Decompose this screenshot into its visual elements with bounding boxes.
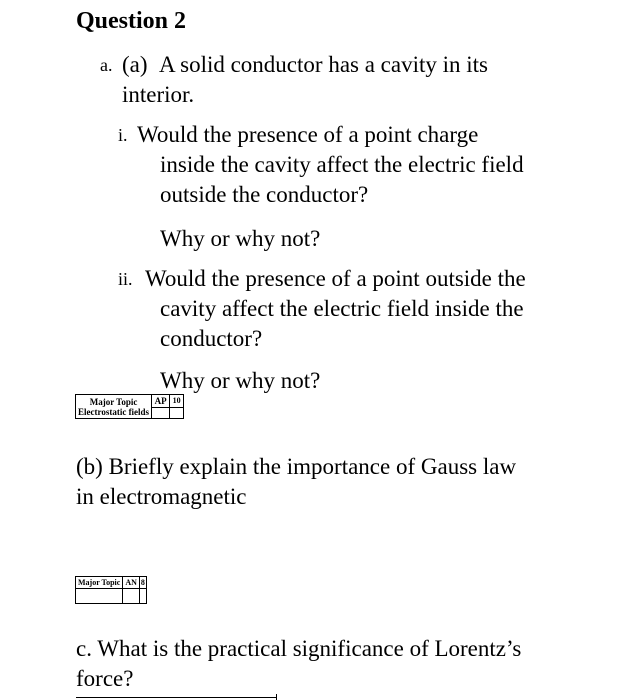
sub-ii-why: Why or why not? (160, 368, 321, 393)
sub-i-line3: outside the conductor? (160, 182, 369, 207)
part-b-empty-cell-2 (123, 589, 140, 604)
bottom-rule-tick (276, 694, 277, 700)
part-a-marker: a. (100, 55, 113, 75)
part-a-label: (a) (122, 52, 148, 77)
part-a-line1 (122, 50, 542, 80)
sub-ii-text (145, 264, 585, 354)
sub-i-text (137, 120, 577, 210)
question-heading: Question 2 (76, 8, 187, 34)
part-a-text (122, 50, 542, 110)
sub-ii-marker: ii. (118, 269, 133, 289)
part-b-text (76, 452, 596, 512)
part-c-line2: force? (76, 666, 134, 691)
part-b-line2: in electromagnetic (76, 484, 247, 509)
sub-i-line2: inside the cavity affect the electric field (160, 152, 524, 177)
part-c-text (76, 634, 596, 694)
sub-i-marker: i. (118, 125, 128, 145)
part-b-empty-cell-3 (139, 589, 146, 604)
part-a-topic-line1: Major Topic (89, 396, 138, 407)
part-b-points-cell: 8 (140, 578, 145, 587)
bottom-rule (76, 697, 276, 698)
sub-ii-line1: Would the presence of a point outside the (145, 266, 526, 291)
part-a-topic-line2: Electrostatic fields (78, 406, 150, 417)
part-b-line1: (b) Briefly explain the importance of Gauss law (76, 454, 517, 479)
part-b-empty-cell-1 (76, 589, 123, 604)
part-a-points-cell: 10 (170, 395, 184, 408)
sub-ii-line3: conductor? (160, 326, 263, 351)
sub-i-line1: Would the presence of a point charge (137, 122, 479, 147)
part-b-topic-tag (75, 576, 147, 604)
part-c-line1: c. What is the practical significance of Lorentz’s (76, 636, 522, 661)
part-b-topic-cell: Major Topic (76, 577, 123, 589)
sub-i-why: Why or why not? (160, 226, 321, 251)
part-a-line2: interior. (122, 82, 195, 107)
part-a-empty-cell-1 (152, 408, 170, 419)
part-a-line1-text: A solid conductor has a cavity in its (159, 52, 489, 77)
part-a-code-cell: AP (152, 395, 170, 408)
part-b-code-cell: AN (123, 577, 140, 589)
part-a-topic-cell (76, 395, 152, 419)
part-a-empty-cell-2 (170, 408, 184, 419)
sub-ii-line2: cavity affect the electric field inside the (160, 296, 524, 321)
part-a-topic-tag (75, 394, 184, 419)
